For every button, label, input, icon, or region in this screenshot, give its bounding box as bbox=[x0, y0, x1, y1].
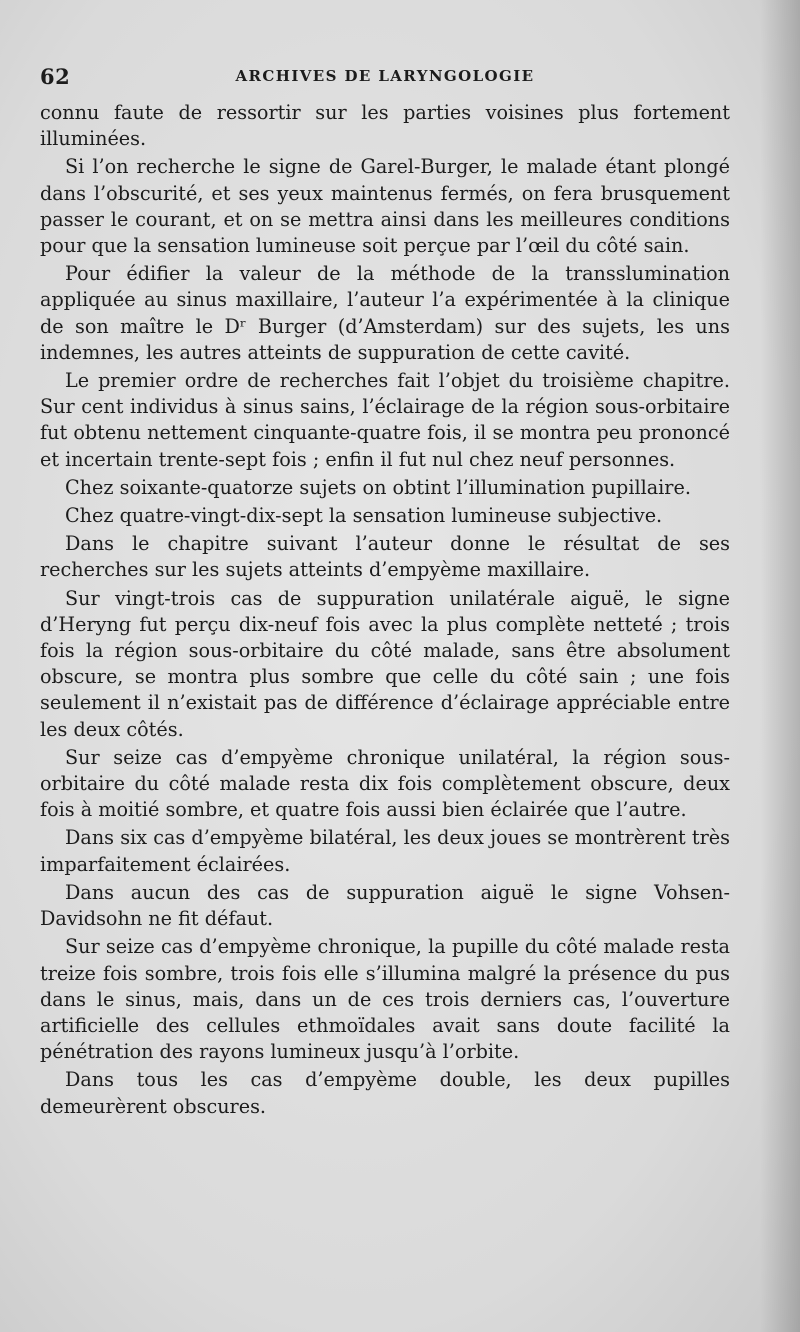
paragraph: Sur seize cas d’empyème chronique, la pupille du côté malade resta treize fois sombre, trois fois elle s’illumina malgré la présence du pus dans le sinus, mais, dans un de ces trois derniers cas, l’ouverture artificielle des cellules ethmoïdales avait sans doute facilité la pénétration des rayons lumineux jusqu’à l’orbite. bbox=[40, 935, 730, 1064]
paragraph: Le premier ordre de recherches fait l’objet du troisième chapitre. Sur cent individus à sinus sains, l’éclairage de la région sous-orbitaire fut obtenu nettement cinquante-quatre fois, il se montra peu prononcé et incertain trente-sept fois ; enfin il fut nul chez neuf personnes. bbox=[40, 369, 730, 471]
page-edge-shadow bbox=[760, 0, 800, 1332]
body-text bbox=[40, 100, 730, 1122]
page-header bbox=[40, 64, 730, 94]
paragraph: Si l’on recherche le signe de Garel-Burger, le malade étant plongé dans l’obscurité, et ses yeux maintenus fermés, on fera brusquement passer le courant, et on se mettra ainsi dans les meilleures conditions pour que la sensation lumineuse soit perçue par l’œil du côté sain. bbox=[40, 155, 730, 258]
paragraph: Chez soixante-quatorze sujets on obtint l’illumination pupillaire. bbox=[65, 475, 691, 499]
paragraph: Sur seize cas d’empyème chronique unilatéral, la région sous-orbitaire du côté malade resta dix fois complètement obscure, deux fois à moitié sombre, et quatre fois aussi bien éclairée que l’autre. bbox=[40, 745, 730, 822]
paragraph: Sur vingt-trois cas de suppuration unilatérale aiguë, le signe d’Heryng fut perçu dix-neuf fois avec la plus complète netteté ; trois fois la région sous-orbitaire du côté malade, sans être absolument obscure, se montra plus sombre que celle du côté sain ; une fois seulement il n’existait pas de différence d’éclairage appréciable entre les deux côtés. bbox=[40, 586, 730, 741]
paragraph: connu faute de ressortir sur les parties voisines plus fortement illuminées. bbox=[40, 101, 730, 151]
paragraph: Pour édifier la valeur de la méthode de la transslumination appliquée au sinus maxillaire, l’auteur l’a expérimentée à la clinique de son maître le Dʳ Burger (d’Amsterdam) sur des sujets, les uns indemnes, les autres atteints de suppuration de cette cavité. bbox=[40, 262, 730, 364]
paragraph: Dans tous les cas d’empyème double, les deux pupilles demeurèrent obscures. bbox=[40, 1068, 730, 1118]
running-title: ARCHIVES DE LARYNGOLOGIE bbox=[235, 67, 535, 85]
paragraph: Chez quatre-vingt-dix-sept la sensation lumineuse subjective. bbox=[65, 504, 663, 528]
paragraph: Dans le chapitre suivant l’auteur donne le résultat de ses recherches sur les sujets atteints d’empyème maxillaire. bbox=[40, 532, 730, 582]
page-number: 62 bbox=[40, 64, 71, 89]
paragraph: Dans six cas d’empyème bilatéral, les deux joues se montrèrent très imparfaitement éclairées. bbox=[40, 826, 730, 876]
paragraph: Dans aucun des cas de suppuration aiguë le signe Vohsen-Davidsohn ne fit défaut. bbox=[40, 880, 730, 931]
